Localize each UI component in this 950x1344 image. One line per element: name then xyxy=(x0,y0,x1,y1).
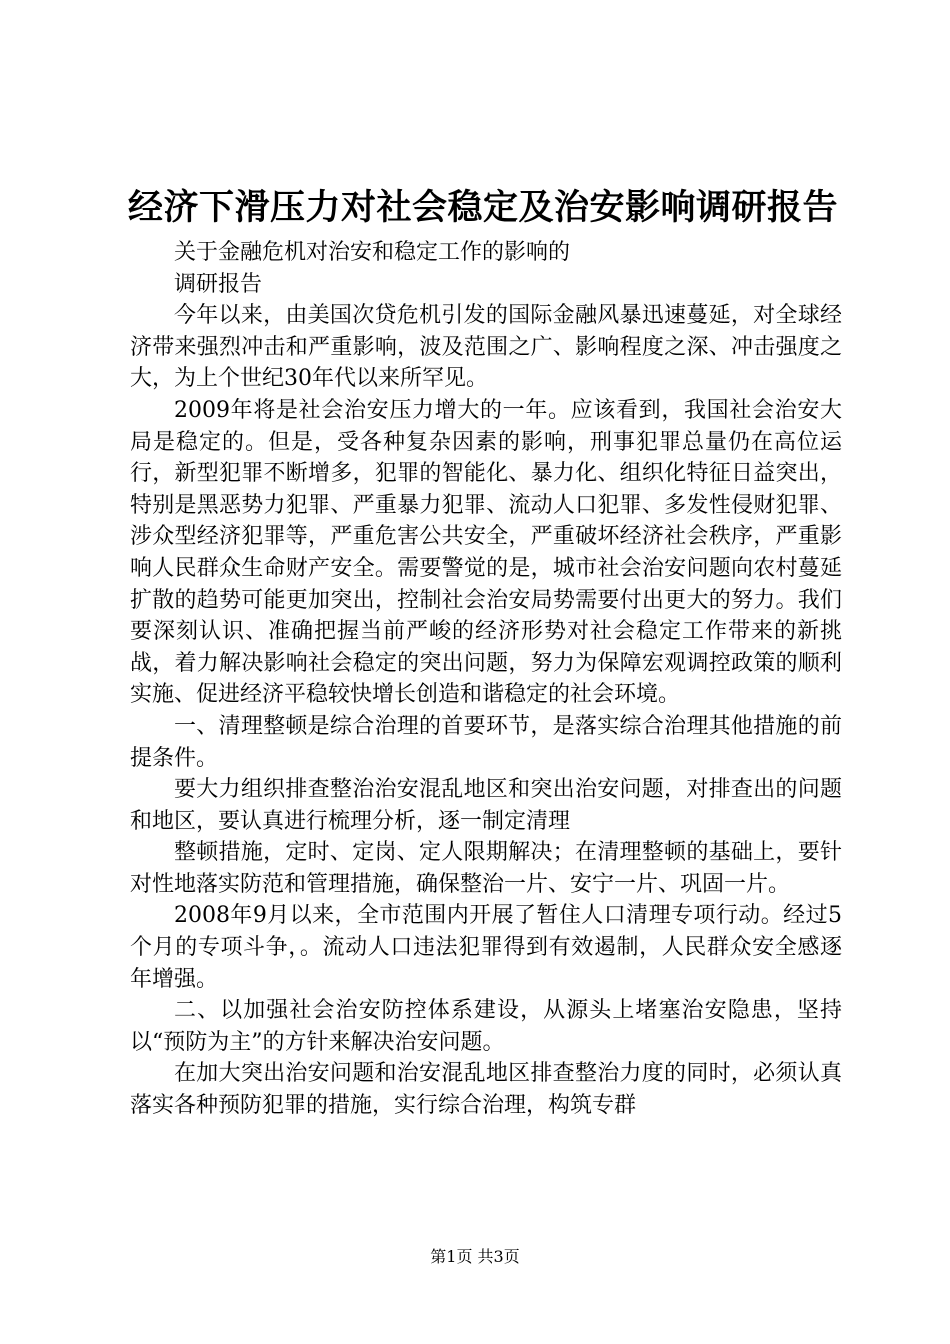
subtitle-line-2: 调研报告 xyxy=(174,271,263,297)
document-title: 经济下滑压力对社会稳定及治安影响调研报告 xyxy=(128,187,839,228)
paragraph-prevention: 在加大突出治安问题和治安混乱地区排查整治力度的同时，必须认真落实各种预防犯罪的措施，实行综合治理，构筑专群 xyxy=(130,1061,842,1119)
subtitle-line-1: 关于金融危机对治安和稳定工作的影响的 xyxy=(174,240,571,265)
paragraph-2009-outlook: 2009年将是社会治安压力增大的一年。应该看到，我国社会治安大局是稳定的。但是，受各种复杂因素的影响，刑事犯罪总量仍在高位运行，新型犯罪不断增多，犯罪的智能化、暴力化、组织化特征日益突出，特别是黑恶势力犯罪、严重暴力犯罪、流动人口犯罪、多发性侵财犯罪、涉众型经济犯罪等，严重危害公共安全，严重破坏经济社会秩序，严重影响人民群众生命财产安全。需要警觉的是，城市社会治安问题向农村蔓延扩散的趋势可能更加突出，控制社会治安局势需要付出更大的努力。我们要深刻认识、准确把握当前严峻的经济形势对社会稳定工作带来的新挑战，着力解决影响社会稳定的突出问题，努力为保障宏观调控政策的顺利实施、促进经济平稳较快增长创造和谐稳定的社会环境。 xyxy=(130,397,842,708)
paragraph-intro: 今年以来，由美国次贷危机引发的国际金融风暴迅速蔓延，对全球经济带来强烈冲击和严重影响，波及范围之广、影响程度之深、冲击强度之大，为上个世纪30年代以来所罕见。 xyxy=(130,303,842,392)
section-heading-1: 一、清理整顿是综合治理的首要环节，是落实综合治理其他措施的前提条件。 xyxy=(130,713,842,771)
paragraph-investigation: 要大力组织排查整治治安混乱地区和突出治安问题，对排查出的问题和地区，要认真进行梳理分析，逐一制定清理 xyxy=(130,777,842,834)
document-body xyxy=(130,237,842,1122)
section-heading-2: 二、以加强社会治安防控体系建设，从源头上堵塞治安隐患，坚持以“预防为主”的方针来解决治安问题。 xyxy=(130,998,842,1055)
paragraph-2008-campaign: 2008年9月以来，全市范围内开展了暂住人口清理专项行动。经过5个月的专项斗争，。流动人口违法犯罪得到有效遏制，人民群众安全感逐年增强。 xyxy=(130,903,843,992)
paragraph-rectification: 整顿措施，定时、定岗、定人限期解决；在清理整顿的基础上，要针对性地落实防范和管理措施，确保整治一片、安宁一片、巩固一片。 xyxy=(130,840,842,897)
page-number-footer: 第1页 共3页 xyxy=(430,1247,520,1266)
